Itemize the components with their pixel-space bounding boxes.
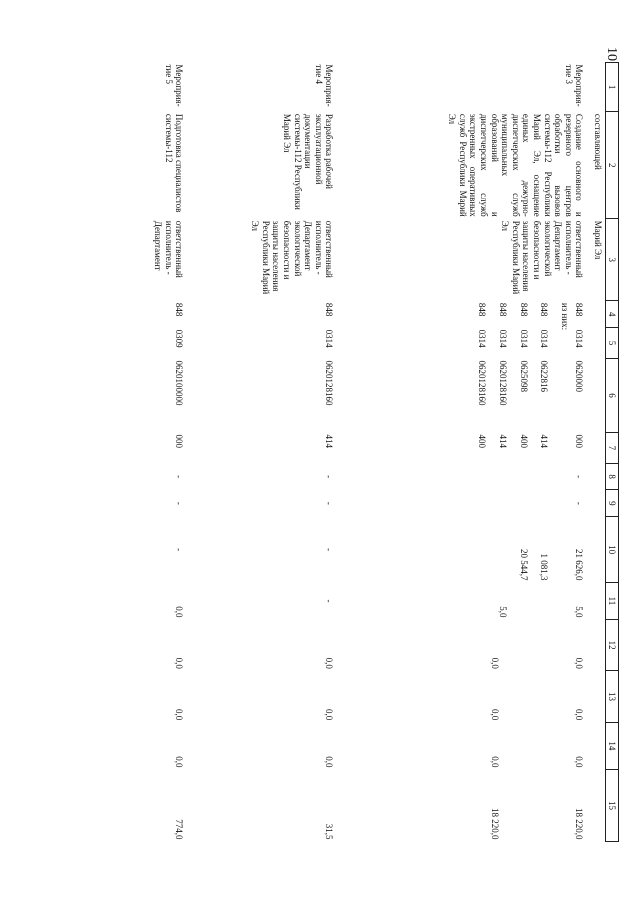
col9-cell: -	[574, 501, 585, 505]
col15-cell: 774,0	[174, 819, 185, 840]
rzpr-cell: 0314 0314 0314 0314 0314	[477, 329, 585, 348]
continuation-name: составляющей	[593, 113, 603, 170]
vr-cell: 000	[174, 434, 185, 448]
column-header: 9	[606, 490, 619, 517]
vr-cell: 414	[324, 434, 335, 448]
column-number-row	[606, 63, 619, 842]
column-header: 8	[606, 463, 619, 490]
col11-cell: -	[324, 599, 335, 603]
measure-name: Создание основного и резервного центров обработки вызовов системы-112 Республики Марий Эл, оснащение единых дежурно-диспетчерских служб муниципальных образований и диспетчерских служб экстренных оперативных служб Республики Марий Эл	[447, 113, 585, 217]
col12-cell: 0,0 0,0	[489, 657, 585, 669]
col15-cell: 18 220,0 18 220,0	[489, 808, 585, 840]
col8-cell: -	[174, 475, 185, 479]
col14-cell: 0,0	[174, 756, 185, 768]
column-header: 7	[606, 432, 619, 463]
grbs-cell: 848	[174, 302, 185, 317]
csr-cell: 0620100000	[174, 360, 185, 406]
column-header: 13	[606, 671, 619, 722]
table-row	[186, 63, 336, 842]
col14-cell: 0,0	[324, 756, 335, 768]
column-header: 5	[606, 328, 619, 359]
col10-cell: 21 626,0 1 081,3 20 544,7	[518, 548, 585, 581]
col8-cell: -	[574, 475, 585, 479]
col12-cell: 0,0	[174, 657, 185, 669]
col13-cell: 0,0	[324, 708, 335, 721]
col8-cell: -	[324, 475, 335, 479]
column-header: 6	[606, 358, 619, 432]
column-header: 14	[606, 722, 619, 769]
measure-name: Разработка рабочей эксплуатационной документации системы-112 Республики Марий Эл	[282, 113, 335, 210]
measure-label: Мероприя- тие 4	[313, 64, 335, 107]
column-header: 4	[606, 301, 619, 328]
continuation-executor: Марий Эл	[593, 220, 603, 260]
measure-executor: ответственный исполнитель - Департамент	[153, 220, 185, 278]
measure-label: Мероприя- тие 3	[563, 64, 585, 107]
csr-cell: 0620000 0622816 0625098 0620128160 0620128160	[477, 360, 585, 406]
col11-cell: 0,0	[174, 606, 185, 618]
rzpr-cell: 0309	[174, 329, 185, 348]
measure-executor: ответственный исполнитель - Департамент экологической безопасности и защиты населения Республики Марий Эл	[250, 220, 335, 295]
rzpr-cell: 0314	[324, 329, 335, 348]
col11-cell: 5,0 5,0	[498, 606, 585, 618]
col9-cell: -	[324, 501, 335, 505]
continuation-row	[586, 63, 605, 842]
column-header: 12	[606, 619, 619, 670]
column-header: 10	[606, 517, 619, 583]
budget-table-sheet	[96, 62, 619, 842]
column-header: 2	[606, 112, 619, 219]
budget-table	[147, 62, 619, 842]
col13-cell: 0,0	[174, 708, 185, 721]
col10-cell: -	[324, 548, 335, 552]
col14-cell: 0,0 0,0	[489, 756, 585, 768]
col13-cell: 0,0 0,0	[489, 708, 585, 721]
csr-cell: 0620128160	[324, 360, 335, 406]
measure-executor: ответственный исполнитель - Департамент экологической безопасности и защиты населения Республики Марий Эл	[500, 220, 585, 295]
col12-cell: 0,0	[324, 657, 335, 669]
grbs-cell: 848	[324, 302, 335, 317]
measure-name: Подготовка специалистов системы-112	[163, 113, 185, 213]
column-header: 11	[606, 582, 619, 619]
page-number: 10	[604, 47, 619, 61]
column-header: 3	[606, 219, 619, 301]
col10-cell: -	[174, 548, 185, 552]
column-header: 15	[606, 769, 619, 841]
vr-cell: 000 414 400 414 400	[477, 434, 585, 448]
col15-cell: 31,5	[324, 823, 335, 840]
table-row	[147, 63, 187, 842]
grbs-cell: 848 из них: 848 848 848 848	[477, 302, 585, 331]
col9-cell: -	[174, 501, 185, 505]
column-header: 1	[606, 63, 619, 112]
table-row	[336, 63, 586, 842]
measure-label: Мероприя- тие 5	[163, 64, 185, 107]
